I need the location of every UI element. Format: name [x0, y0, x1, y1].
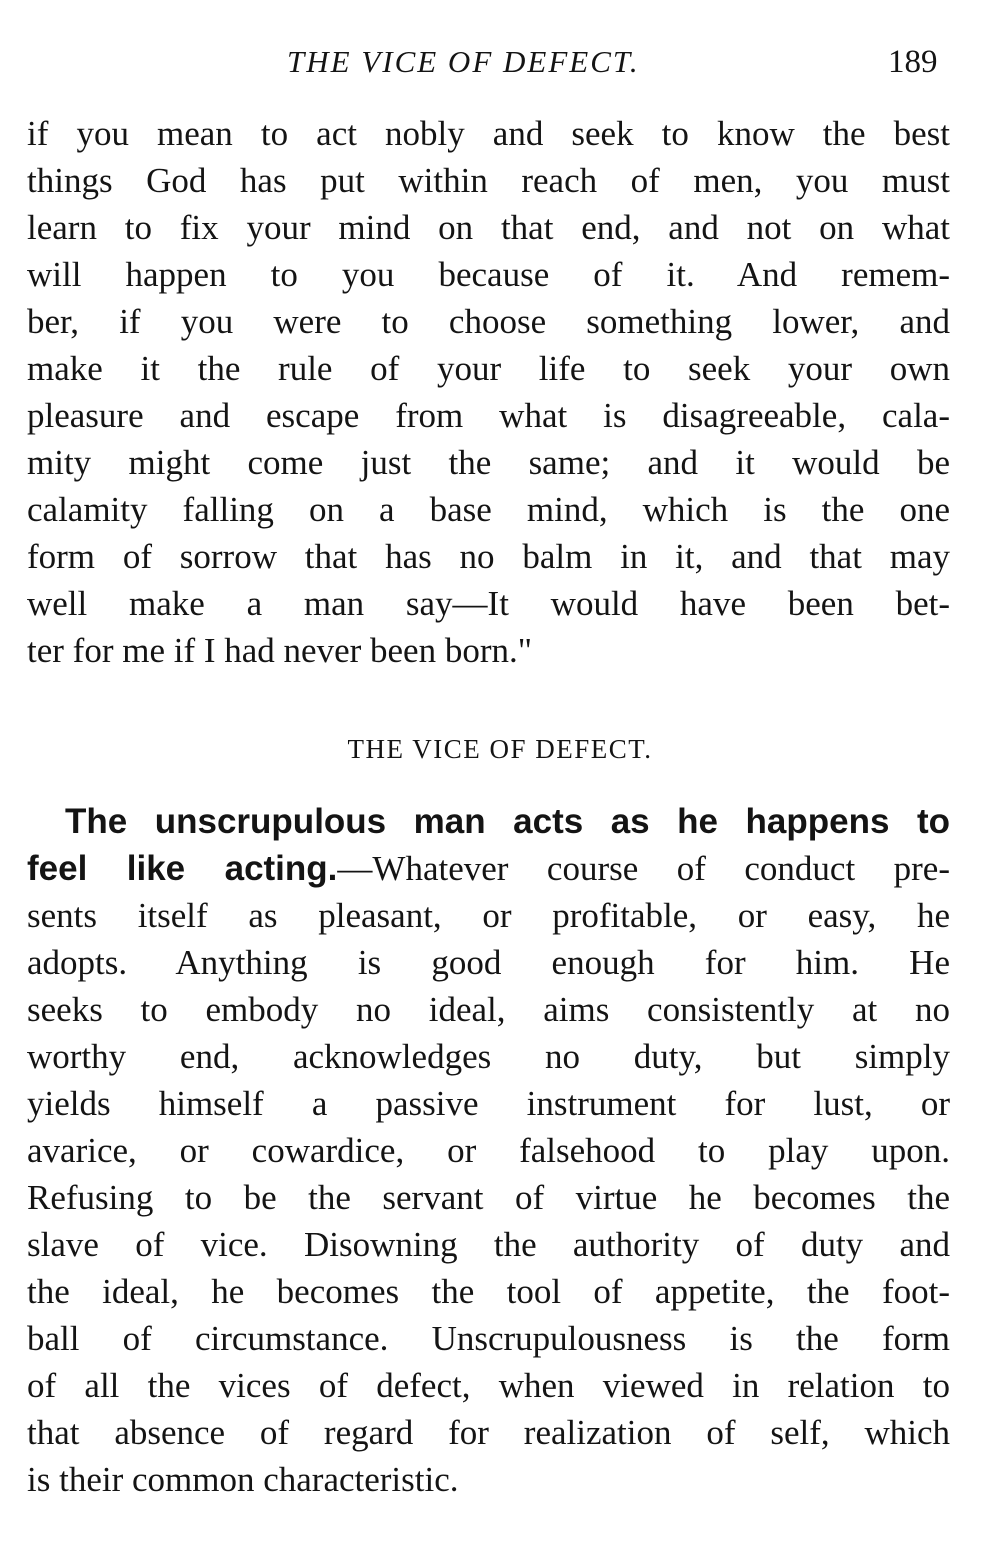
text-line	[27, 845, 950, 892]
text-line: that absence of regard for realization of self, which	[27, 1413, 950, 1452]
text-line: mity might come just the same; and it would be	[27, 443, 950, 482]
text-line: is their common characteristic.	[27, 1460, 459, 1499]
text-line: things God has put within reach of men, you must	[27, 161, 950, 200]
text-line: adopts. Anything is good enough for him. He	[27, 943, 950, 982]
text-line: if you mean to act nobly and seek to know the best	[27, 114, 950, 153]
page-number: 189	[888, 44, 938, 80]
lead-text: The unscrupulous man acts as he happens to	[65, 802, 950, 841]
text-line: sents itself as pleasant, or profitable, or easy, he	[27, 896, 950, 935]
running-title: THE VICE OF DEFECT.	[287, 44, 640, 79]
text-line: ber, if you were to choose something lower, and	[27, 302, 950, 341]
text-line: will happen to you because of it. And remem-	[27, 255, 950, 294]
text-line: yields himself a passive instrument for lust, or	[27, 1084, 950, 1123]
text-line: learn to fix your mind on that end, and not on what	[27, 208, 950, 247]
text-line: Refusing to be the servant of virtue he becomes the	[27, 1178, 950, 1217]
running-header	[0, 44, 1000, 88]
section-paragraph	[27, 798, 950, 1503]
text-line: ball of circumstance. Unscrupulousness is the form	[27, 1319, 950, 1358]
text-line: seeks to embody no ideal, aims consistently at no	[27, 990, 950, 1029]
section-heading: THE VICE OF DEFECT.	[347, 734, 653, 764]
text-line: ter for me if I had never been born."	[27, 631, 533, 670]
text-line: of all the vices of defect, when viewed in relation to	[27, 1366, 950, 1405]
text-line: form of sorrow that has no balm in it, and that may	[27, 537, 950, 576]
continuation-paragraph	[27, 110, 950, 674]
text-line: make it the rule of your life to seek your own	[27, 349, 950, 388]
text-line: pleasure and escape from what is disagreeable, cala-	[27, 396, 950, 435]
text-line: the ideal, he becomes the tool of appetite, the foot-	[27, 1272, 950, 1311]
lead-text: feel like acting.	[27, 849, 338, 888]
text-line: calamity falling on a base mind, which is the one	[27, 490, 950, 529]
lead-line	[27, 798, 950, 845]
text-line: slave of vice. Disowning the authority of duty and	[27, 1225, 950, 1264]
text-fragment: —Whatever course of conduct pre-	[337, 849, 950, 888]
text-line: avarice, or cowardice, or falsehood to play upon.	[27, 1131, 950, 1170]
text-line: worthy end, acknowledges no duty, but simply	[27, 1037, 950, 1076]
text-line: well make a man say—It would have been bet-	[27, 584, 950, 623]
